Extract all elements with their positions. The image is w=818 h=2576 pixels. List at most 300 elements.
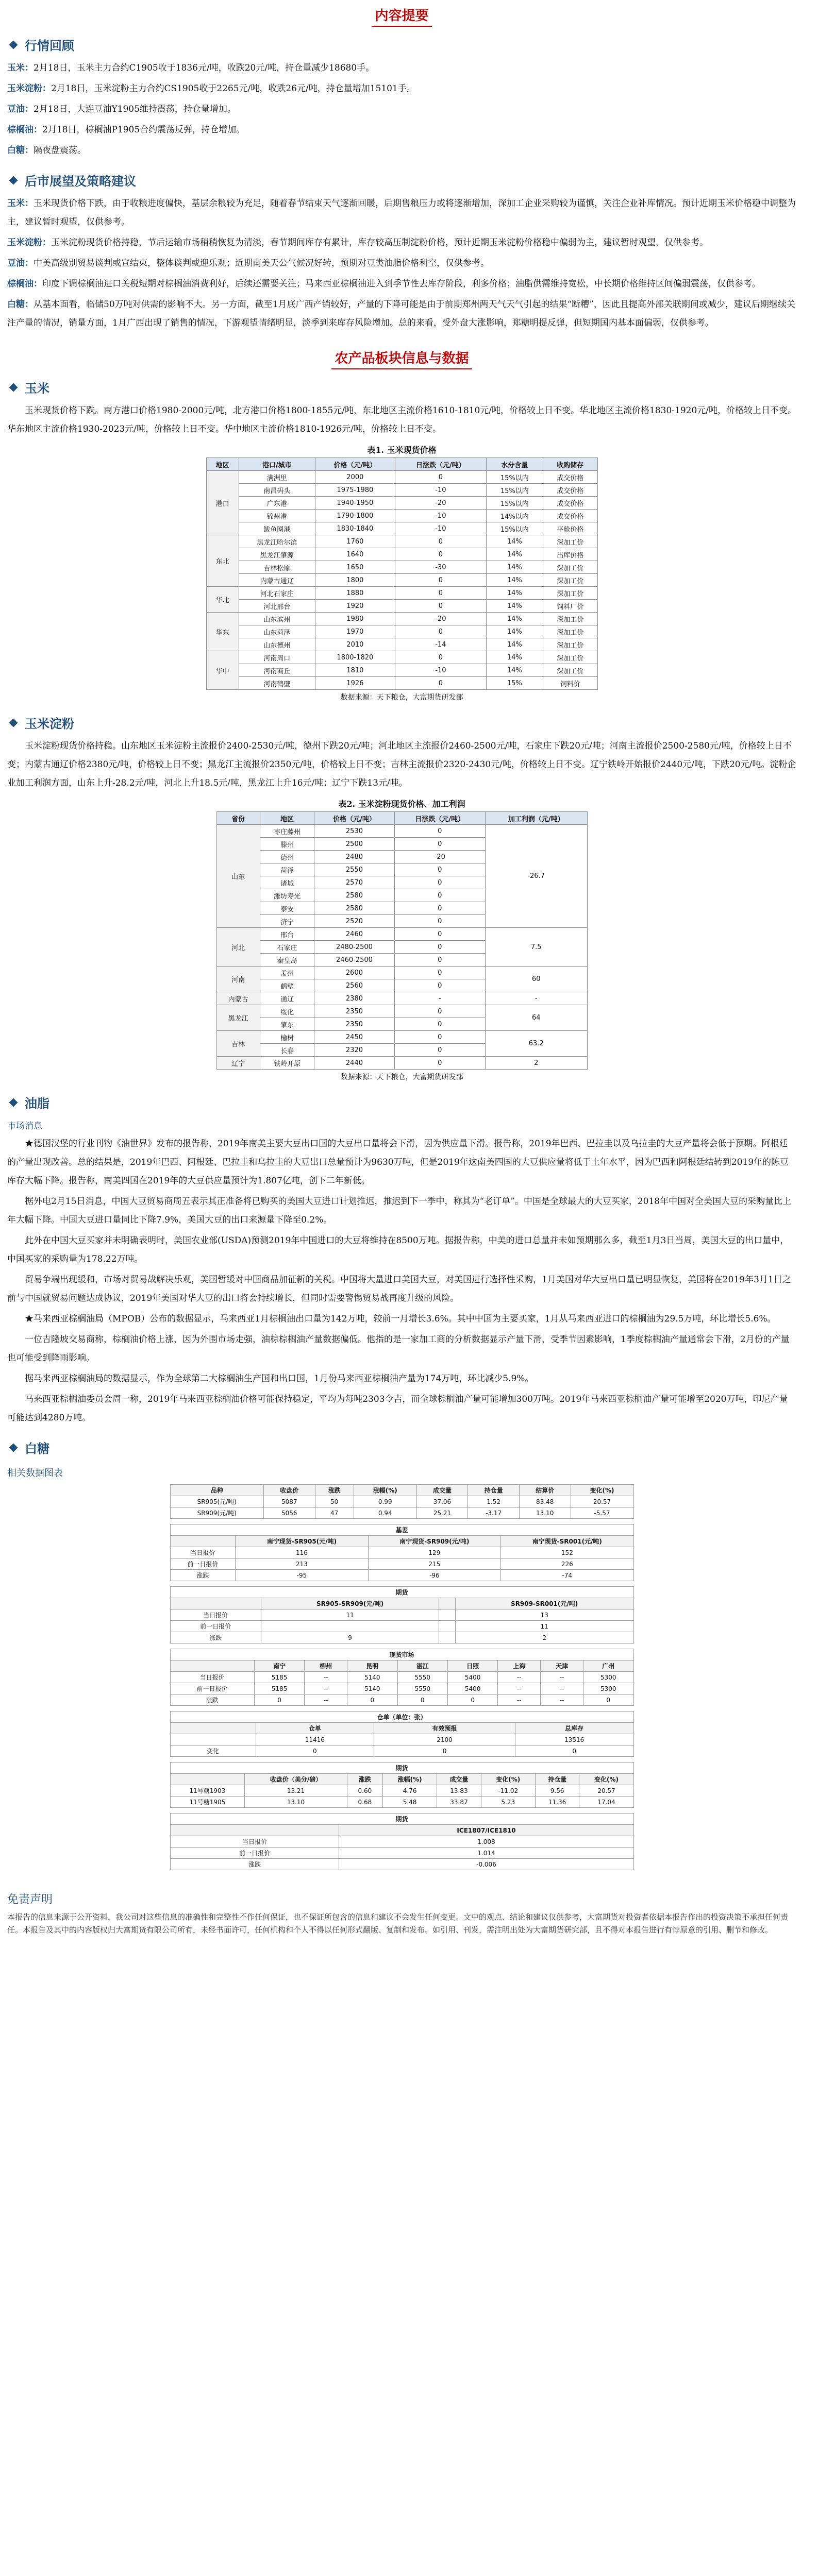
table-cell: 2480-2500 bbox=[314, 941, 394, 954]
diamond-bullet-icon bbox=[9, 1098, 18, 1107]
table-cell: 涨跌 bbox=[170, 1859, 339, 1870]
table-cell: 226 bbox=[501, 1558, 633, 1570]
table-cell: 2440 bbox=[314, 1057, 394, 1070]
table-cell: 14% bbox=[486, 574, 543, 587]
table-cell: -20 bbox=[395, 497, 487, 510]
table-cell: 深加工价 bbox=[543, 574, 597, 587]
table-caption-row bbox=[170, 1587, 633, 1598]
table-cell: -0.006 bbox=[339, 1859, 633, 1870]
table-cell: -10 bbox=[395, 664, 487, 677]
table-row bbox=[206, 587, 597, 600]
outlook-paragraph bbox=[7, 275, 796, 293]
market-review-paragraph bbox=[7, 59, 796, 77]
table-group-cell: 辽宁 bbox=[216, 1057, 260, 1070]
table-cell: -- bbox=[305, 1683, 347, 1694]
table-cell: 饲料厂价 bbox=[543, 600, 597, 613]
table-row bbox=[206, 471, 597, 484]
table-cell: 当日报价 bbox=[170, 1836, 339, 1848]
outlook-text: 玉米现货价格下跌，由于收粮进度偏快，基层余粮较为充足，随着春节结束天气逐渐回暖，后期售粮压力或将逐渐增加，深加工企业采购较为谨慎，关注企业补库情况。预计近期玉米价格稳中调整为主，建议暂时观望，仅供参考。 bbox=[7, 198, 796, 227]
table-cell: 铁岭开原 bbox=[260, 1057, 314, 1070]
table-header-cell: 涨跌 bbox=[347, 1774, 382, 1785]
table-cell: 0 bbox=[394, 1057, 485, 1070]
table-cell: 深加工价 bbox=[543, 625, 597, 638]
outlook-lead: 白糖： bbox=[7, 299, 34, 310]
table-row bbox=[170, 1797, 633, 1808]
table-header-cell: 收购储存 bbox=[543, 458, 597, 471]
table-cell: 5300 bbox=[583, 1672, 633, 1683]
table-caption-cell: 基差 bbox=[170, 1524, 633, 1536]
table-header-row bbox=[170, 1723, 633, 1734]
table-cell: -- bbox=[541, 1694, 583, 1706]
table-cell: 0 bbox=[394, 1018, 485, 1031]
oil-news-paragraph: 此外在中国大豆买家并未明确表明时，美国农业部(USDA)预测2019年中国进口的大豆将维持在8500万吨。据报告称，中美的进口总量并未如预期那么多，截至1月3日当周，美国大豆的出口量中，中国买家的采购量为178.22万吨。 bbox=[7, 1235, 789, 1264]
table-cell: 0 bbox=[254, 1694, 304, 1706]
table-cell: 37.06 bbox=[416, 1496, 468, 1507]
table-cell: 14% bbox=[486, 600, 543, 613]
table-row bbox=[170, 1785, 633, 1797]
table-cell: 0 bbox=[394, 863, 485, 876]
table-cell: 2560 bbox=[314, 979, 394, 992]
table-cell: 116 bbox=[236, 1547, 368, 1558]
table-cell: -20 bbox=[395, 613, 487, 625]
sugar-futures-table bbox=[170, 1484, 634, 1519]
table-row bbox=[206, 651, 597, 664]
outlook-lead: 豆油： bbox=[7, 258, 34, 268]
table-cell: 2460 bbox=[314, 928, 394, 941]
table-cell: 深加工价 bbox=[543, 613, 597, 625]
table-cell: 11416 bbox=[256, 1734, 374, 1745]
table-row bbox=[216, 825, 587, 838]
table-row bbox=[170, 1672, 633, 1683]
table-cell: 0 bbox=[347, 1694, 397, 1706]
market-review-text: 2月18日，玉米主力合约C1905收于1836元/吨，收跌20元/吨，持仓量减少18680手。 bbox=[34, 63, 375, 73]
table-cell: 1926 bbox=[315, 677, 395, 690]
table-row bbox=[170, 1496, 633, 1507]
table-cell bbox=[439, 1609, 455, 1621]
table-group-cell: 港口 bbox=[206, 471, 239, 535]
market-review-text: 隔夜盘震荡。 bbox=[34, 145, 86, 156]
table-cell: 14%以内 bbox=[486, 510, 543, 522]
table-cell: 15% bbox=[486, 677, 543, 690]
table-cell: 2 bbox=[486, 1057, 588, 1070]
table-cell: 0 bbox=[395, 651, 487, 664]
outlook-paragraph bbox=[7, 194, 796, 231]
table-header-cell: 南宁现货-SR909(元/吨) bbox=[368, 1536, 500, 1547]
table-cell: 0 bbox=[447, 1694, 497, 1706]
table-cell: 成交价格 bbox=[543, 497, 597, 510]
table-row bbox=[170, 1621, 633, 1632]
table-cell: 0 bbox=[395, 600, 487, 613]
table-cell: 2350 bbox=[314, 1005, 394, 1018]
table-cell: 20.57 bbox=[579, 1785, 633, 1797]
table-cell: SR909(元/吨) bbox=[170, 1507, 263, 1519]
table-cell: 黑龙江哈尔滨 bbox=[239, 535, 315, 548]
table-cell: 1920 bbox=[315, 600, 395, 613]
table-header-cell bbox=[170, 1825, 339, 1836]
table-cell: 前一日报价 bbox=[170, 1558, 236, 1570]
table-cell: 德州 bbox=[260, 851, 314, 863]
table-row bbox=[206, 613, 597, 625]
table-cell: 5400 bbox=[447, 1683, 497, 1694]
table-header-cell: 涨幅(%) bbox=[383, 1774, 437, 1785]
table-cell: -10 bbox=[395, 510, 487, 522]
table-cell: 5185 bbox=[254, 1672, 304, 1683]
table-cell: 2580 bbox=[314, 902, 394, 915]
table-cell: 2 bbox=[455, 1632, 633, 1643]
table-header-cell bbox=[170, 1774, 245, 1785]
table-cell: SR905(元/吨) bbox=[170, 1496, 263, 1507]
table-cell: 0 bbox=[374, 1745, 515, 1757]
outlook-text: 从基本面看，临储50万吨对供需的影响不大。另一方面，截至1月底广西产销较好，产量的下降可能是由于前期郑州两天气天气引起的结果“断糟”，因此且提高外部关联期间或减少，建议后期继续关注产量的情况，销量方面，1月广西出现了销售的情况，下游观望情绪明显，淡季到来库存风险增加。总的来看，受外盘大涨影响，郑糖明提反弹，但短期国内基本面偏弱，仅供参考。 bbox=[7, 299, 795, 328]
table-cell: 绥化 bbox=[260, 1005, 314, 1018]
table-cell: 平舱价格 bbox=[543, 522, 597, 535]
sugar-basis-table bbox=[170, 1524, 634, 1581]
table-header-cell: 上海 bbox=[498, 1660, 541, 1672]
oil-news-paragraph: 据马来西亚棕榈油局的数据显示，作为全球第二大棕榈油生产国和出口国，1月份马来西亚棕榈油产量为174万吨，环比减少5.9%。 bbox=[25, 1374, 534, 1384]
table-cell: 0.60 bbox=[347, 1785, 382, 1797]
table-cell: - bbox=[394, 992, 485, 1005]
table-header-row bbox=[206, 458, 597, 471]
table-cell: -- bbox=[541, 1672, 583, 1683]
table-cell: 0 bbox=[394, 1005, 485, 1018]
market-review-lead: 棕榈油： bbox=[7, 125, 42, 135]
table-cell: 滕州 bbox=[260, 838, 314, 851]
table-header-cell: 价格（元/吨） bbox=[315, 458, 395, 471]
table-row bbox=[206, 574, 597, 587]
table-cell: 出库价格 bbox=[543, 548, 597, 561]
table-row bbox=[216, 1057, 587, 1070]
disclaimer-text: 本报告的信息来源于公开资料，我公司对这些信息的准确性和完整性不作任何保证，也不保证所包含的信息和建议不会发生任何变更。文中的观点、结论和建议仅供参考，大富期货对投资者依据本报告作出的投资决策不承担任何责任。本报告及其中的内容版权归大富期货有限公司所有，未经书面许可，任何机构和个人不得以任何形式翻版、复制和发布。如引用、刊发，需注明出处为大富期货研究部，且不得对本报告进行有悖原意的引用、删节和修改。 bbox=[7, 1912, 789, 1935]
table-row bbox=[206, 510, 597, 522]
table-cell: -20 bbox=[394, 851, 485, 863]
table-caption-row bbox=[170, 1814, 633, 1825]
table-cell: 13516 bbox=[515, 1734, 633, 1745]
table-cell: 通辽 bbox=[260, 992, 314, 1005]
table-cell: 14% bbox=[486, 664, 543, 677]
table-cell: 黑龙江肇源 bbox=[239, 548, 315, 561]
table-cell: 涨跌 bbox=[170, 1632, 261, 1643]
oil-heading: 油脂 bbox=[7, 1093, 796, 1111]
table-group-cell: 华北 bbox=[206, 587, 239, 613]
table-cell: 5140 bbox=[347, 1683, 397, 1694]
table-cell: 0 bbox=[256, 1745, 374, 1757]
market-review-paragraph bbox=[7, 121, 796, 139]
table-cell: -26.7 bbox=[486, 825, 588, 928]
table-cell: 0 bbox=[394, 889, 485, 902]
table-caption-row bbox=[170, 1524, 633, 1536]
table-cell: 孟州 bbox=[260, 967, 314, 979]
table-cell: 2350 bbox=[314, 1018, 394, 1031]
table-header-cell: 价格（元/吨） bbox=[314, 812, 394, 825]
table-cell: 0.94 bbox=[354, 1507, 416, 1519]
table-caption-row bbox=[170, 1711, 633, 1723]
table-cell: 潍坊寿光 bbox=[260, 889, 314, 902]
table-cell: 1790-1800 bbox=[315, 510, 395, 522]
table-cell: -10 bbox=[395, 522, 487, 535]
table-cell: 83.48 bbox=[519, 1496, 571, 1507]
table-header-cell: 总库存 bbox=[515, 1723, 633, 1734]
market-review-text: 2月18日，大连豆油Y1905维持震荡，持仓量增加。 bbox=[34, 104, 236, 114]
table-cell: 13.21 bbox=[245, 1785, 347, 1797]
table-row bbox=[216, 1005, 587, 1018]
table-cell: 2530 bbox=[314, 825, 394, 838]
table-cell: -- bbox=[498, 1672, 541, 1683]
table-header-row bbox=[170, 1660, 633, 1672]
table-cell bbox=[439, 1621, 455, 1632]
table-cell: 0 bbox=[394, 825, 485, 838]
table-header-cell: 港口/城市 bbox=[239, 458, 315, 471]
agri-section-title: 农产品板块信息与数据 bbox=[7, 348, 796, 367]
table-header-cell: 持仓量 bbox=[535, 1774, 579, 1785]
table-cell: 深加工价 bbox=[543, 535, 597, 548]
table-cell: 深加工价 bbox=[543, 638, 597, 651]
market-review-paragraph bbox=[7, 79, 796, 98]
table-cell: 2320 bbox=[314, 1044, 394, 1057]
table-cell: 河南商丘 bbox=[239, 664, 315, 677]
table-cell: 5140 bbox=[347, 1672, 397, 1683]
diamond-bullet-icon bbox=[9, 1443, 18, 1452]
outlook-paragraph bbox=[7, 295, 796, 332]
table-cell: 5.23 bbox=[481, 1797, 535, 1808]
table-cell: 1970 bbox=[315, 625, 395, 638]
table-cell: 14% bbox=[486, 587, 543, 600]
table-header-cell: 昆明 bbox=[347, 1660, 397, 1672]
diamond-bullet-icon bbox=[9, 718, 18, 727]
table-group-cell: 华东 bbox=[206, 613, 239, 651]
table-cell: 0 bbox=[394, 876, 485, 889]
table-header-cell: SR905-SR909(元/吨) bbox=[261, 1598, 439, 1609]
table-cell: 5087 bbox=[263, 1496, 315, 1507]
table-header-cell: 有效预报 bbox=[374, 1723, 515, 1734]
table-cell: -- bbox=[305, 1672, 347, 1683]
disclaimer-title: 免责声明 bbox=[7, 1893, 53, 1906]
table-cell: 当日报价 bbox=[170, 1547, 236, 1558]
table-group-cell: 山东 bbox=[216, 825, 260, 928]
table-caption-cell: 现货市场 bbox=[170, 1649, 633, 1660]
table-header-row bbox=[170, 1485, 633, 1496]
table-header-cell: 水分含量 bbox=[486, 458, 543, 471]
table-cell: 泰安 bbox=[260, 902, 314, 915]
oil-news-paragraph: 据外电2月15日消息，中国大豆贸易商周五表示其正准备将已购买的美国大豆进口计划推迟，推迟到下一季中，称其为“老订单”。中国是全球最大的大豆买家，2018年中国对全美国大豆的采购量比上年大幅下降。中国大豆进口量同比下降7.9%，美国大豆的出口来源量下降至0.2%。 bbox=[7, 1196, 792, 1225]
outlook-text: 印度下调棕榈油进口关税短期对棕榈油消费利好，后续还需要关注；马来西亚棕榈油进入到季节性去库存阶段，利多价格；油脂供需维持宽松，中长期价格维持区间偏弱震荡，仅供参考。 bbox=[42, 279, 761, 289]
table-header-cell: 变化(%) bbox=[481, 1774, 535, 1785]
ice-ratio-table bbox=[170, 1813, 634, 1870]
table-row bbox=[206, 522, 597, 535]
table-cell: 2000 bbox=[315, 471, 395, 484]
table-row bbox=[206, 625, 597, 638]
table-cell: 0 bbox=[397, 1694, 447, 1706]
table-cell: 1975-1980 bbox=[315, 484, 395, 497]
table-cell: 1.014 bbox=[339, 1848, 633, 1859]
table-group-cell: 内蒙古 bbox=[216, 992, 260, 1005]
table-cell: 0 bbox=[395, 677, 487, 690]
oil-news-paragraph: ★德国汉堡的行业刊物《油世界》发布的报告称，2019年南美主要大豆出口国的大豆出口量将会下滑，因为供应量下滑。报告称，2019年巴西、巴拉圭以及乌拉圭的大豆产量将会低于预期。阿根廷的产量出现改善。总的结果是，2019年巴西、阿根廷、巴拉圭和乌拉圭的大豆出口总量预计为9630万吨，但是2019年这南美四国的大豆供应量将低于上年水平，因为巴西和阿根廷结转到2019年的陈豆库存大幅下降。报告称，南美四国在2019年的大豆供应量预计为1.807亿吨，创下二年新低。 bbox=[7, 1139, 789, 1186]
market-review-paragraph bbox=[7, 100, 796, 118]
table-header-row bbox=[216, 812, 587, 825]
table-row bbox=[170, 1558, 633, 1570]
table-cell: 25.21 bbox=[416, 1507, 468, 1519]
table-row bbox=[170, 1570, 633, 1581]
table-cell: 15%以内 bbox=[486, 497, 543, 510]
table-cell: -10 bbox=[395, 484, 487, 497]
table-header-cell: 广州 bbox=[583, 1660, 633, 1672]
table-cell: 0 bbox=[394, 915, 485, 928]
table-cell: -- bbox=[498, 1694, 541, 1706]
table-header-cell: 日照 bbox=[447, 1660, 497, 1672]
table-cell: 2580 bbox=[314, 889, 394, 902]
table-cell: 0 bbox=[395, 548, 487, 561]
table-row bbox=[216, 928, 587, 941]
table-cell: 15%以内 bbox=[486, 484, 543, 497]
market-review-lead: 白糖： bbox=[7, 145, 34, 156]
table-cell: 满洲里 bbox=[239, 471, 315, 484]
table-header-cell: 南宁现货-SR001(元/吨) bbox=[501, 1536, 633, 1547]
table-cell: 14% bbox=[486, 638, 543, 651]
outlook-text: 玉米淀粉现货价格持稳，节后运输市场稍稍恢复为清淡，春节期间库存有累计，库存较高压制淀粉价格，预计近期玉米淀粉价格稳中偏弱为主，建议暂时观望，仅供参考。 bbox=[51, 238, 708, 248]
table-cell: 2100 bbox=[374, 1734, 515, 1745]
table-header-cell: 涨幅(%) bbox=[354, 1485, 416, 1496]
table-row bbox=[170, 1848, 633, 1859]
table-cell: 0 bbox=[394, 979, 485, 992]
sugar-spot-table bbox=[170, 1649, 634, 1706]
table-cell: 11 bbox=[455, 1621, 633, 1632]
table-cell: 0 bbox=[394, 838, 485, 851]
table-group-cell: 东北 bbox=[206, 535, 239, 587]
table-row bbox=[216, 1031, 587, 1044]
table-cell: 2550 bbox=[314, 863, 394, 876]
summary-title: 内容提要 bbox=[7, 5, 796, 24]
table-cell: 山东菏泽 bbox=[239, 625, 315, 638]
table-cell: 1.008 bbox=[339, 1836, 633, 1848]
outlook-paragraph bbox=[7, 233, 796, 252]
table-cell: 1.52 bbox=[468, 1496, 520, 1507]
table-cell bbox=[439, 1632, 455, 1643]
table-header-cell: 南宁现货-SR905(元/吨) bbox=[236, 1536, 368, 1547]
table-cell: 11号糖1903 bbox=[170, 1785, 245, 1797]
table-cell: 深加工价 bbox=[543, 651, 597, 664]
table-cell: 9.56 bbox=[535, 1785, 579, 1797]
table-group-cell: 吉林 bbox=[216, 1031, 260, 1057]
oil-news-paragraph: 马来西亚棕榈油委员会周一称，2019年马来西亚棕榈油价格可能保持稳定，平均为每吨2303令吉，而全球棕榈油产量可能增加300万吨。2019年马来西亚棕榈油产量可能增至2020万吨，印尼产量可能达到4280万吨。 bbox=[7, 1394, 788, 1423]
table-cell: 50 bbox=[315, 1496, 354, 1507]
table-cell: 菏泽 bbox=[260, 863, 314, 876]
table-group-cell: 华中 bbox=[206, 651, 239, 690]
table-cell: 吉林松原 bbox=[239, 561, 315, 574]
table-cell: 13 bbox=[455, 1609, 633, 1621]
table-cell: 0 bbox=[394, 902, 485, 915]
market-review-list bbox=[7, 59, 796, 160]
table-header-row bbox=[170, 1825, 633, 1836]
table-cell: 1980 bbox=[315, 613, 395, 625]
table-cell: 15%以内 bbox=[486, 471, 543, 484]
table-cell: 13.10 bbox=[245, 1797, 347, 1808]
table-header-cell: 成交量 bbox=[416, 1485, 468, 1496]
table-cell: 0 bbox=[394, 1044, 485, 1057]
table-cell: 152 bbox=[501, 1547, 633, 1558]
market-review-lead: 豆油： bbox=[7, 104, 34, 114]
table-group-cell: 河南 bbox=[216, 967, 260, 992]
table-cell: 5056 bbox=[263, 1507, 315, 1519]
table-cell: 11 bbox=[261, 1609, 439, 1621]
table-cell: 64 bbox=[486, 1005, 588, 1031]
oil-news-paragraph: 贸易争端出现缓和，市场对贸易战解决乐观，美国暂缓对中国商品加征新的关税。中国将大量进口美国大豆，对美国进行选择性采购，1月美国对华大豆出口量已明显恢复，美国将在2019年3月1日之前与中国就贸易问题达成协议，2019年美国对华大豆的出口将会持续增长，但同时需要警惕贸易战再度升级的风险。 bbox=[7, 1275, 791, 1303]
table-caption-cell: 期货 bbox=[170, 1762, 633, 1774]
table1-caption: 表1. 玉米现货价格 bbox=[367, 445, 437, 455]
table-cell: 0 bbox=[394, 967, 485, 979]
table-cell: 17.04 bbox=[579, 1797, 633, 1808]
table-cell: 肇东 bbox=[260, 1018, 314, 1031]
table-caption-cell: 期货 bbox=[170, 1814, 633, 1825]
table-cell: 2010 bbox=[315, 638, 395, 651]
table-cell: 山东滨州 bbox=[239, 613, 315, 625]
table-row bbox=[170, 1745, 633, 1757]
outlook-list bbox=[7, 194, 796, 332]
table-header-cell: 变化(%) bbox=[571, 1485, 633, 1496]
table-header-row bbox=[170, 1598, 633, 1609]
table-cell: 饲料价 bbox=[543, 677, 597, 690]
table-cell: 14% bbox=[486, 535, 543, 548]
table-cell: -- bbox=[305, 1694, 347, 1706]
table-cell: 当日报价 bbox=[170, 1609, 261, 1621]
table-cell: 2480 bbox=[314, 851, 394, 863]
market-review-heading: 行情回顾 bbox=[7, 36, 796, 54]
table-cell: 9 bbox=[261, 1632, 439, 1643]
table-cell: 0 bbox=[395, 535, 487, 548]
table-cell: 2450 bbox=[314, 1031, 394, 1044]
table-cell bbox=[170, 1734, 256, 1745]
table-header-cell: 加工利润（元/吨） bbox=[486, 812, 588, 825]
table-cell: 0 bbox=[394, 954, 485, 967]
table-cell: 2520 bbox=[314, 915, 394, 928]
table-cell: 33.87 bbox=[437, 1797, 481, 1808]
oil-news-paragraph: 一位吉隆坡交易商称，棕榈油价格上涨，因为外围市场走强，油棕棕榈油产量数据偏低。他指的是一家加工商的分析数据显示产量下滑，受季节因素影响，1季度棕榈油产量通常会下滑，2月份的产量也可能受到降雨影响。 bbox=[7, 1334, 790, 1363]
table-header-cell: 持仓量 bbox=[468, 1485, 520, 1496]
table-header-cell: 日涨跌（元/吨） bbox=[395, 458, 487, 471]
table-header-cell bbox=[170, 1723, 256, 1734]
corn-price-table bbox=[206, 457, 598, 690]
table-cell: 1800 bbox=[315, 574, 395, 587]
table-cell: 前一日报价 bbox=[170, 1848, 339, 1859]
table-cell: 河北石家庄 bbox=[239, 587, 315, 600]
table-cell: 7.5 bbox=[486, 928, 588, 967]
table-header-cell: 涨跌 bbox=[315, 1485, 354, 1496]
table-header-cell: 收盘价 bbox=[263, 1485, 315, 1496]
table-cell: 成交价格 bbox=[543, 484, 597, 497]
corn-paragraph: 玉米现货价格下跌。南方港口价格1980-2000元/吨，北方港口价格1800-1855元/吨，东北地区主流价格1610-1810元/吨，价格较上日不变。华北地区主流价格1830-1920元/吨，价格较上日不变。华东地区主流价格1930-2023元/吨，价格较上日不变。华中地区主流价格1810-1926元/吨，价格较上日不变。 bbox=[7, 405, 796, 434]
table-cell: -11.02 bbox=[481, 1785, 535, 1797]
table-cell: 深加工价 bbox=[543, 587, 597, 600]
table-row bbox=[216, 992, 587, 1005]
table-cell: 0.68 bbox=[347, 1797, 382, 1808]
table-row bbox=[170, 1859, 633, 1870]
table-cell: 长春 bbox=[260, 1044, 314, 1057]
table-caption-cell: 仓单（单位：张） bbox=[170, 1711, 633, 1723]
table-cell: 0 bbox=[395, 471, 487, 484]
table-cell: 5550 bbox=[397, 1672, 447, 1683]
ice-sugar-table bbox=[170, 1762, 634, 1808]
diamond-bullet-icon bbox=[9, 383, 18, 392]
table-header-cell: 成交量 bbox=[437, 1774, 481, 1785]
table-cell: 0 bbox=[394, 928, 485, 941]
table-cell: 0 bbox=[395, 587, 487, 600]
starch-paragraph: 玉米淀粉现货价格持稳。山东地区玉米淀粉主流报价2400-2530元/吨，德州下跌20元/吨；河北地区主流报价2460-2500元/吨，石家庄下跌20元/吨；河南主流报价2500-2580元/吨，价格较上日不变；内蒙古通辽价格2380元/吨，价格较上日不变；黑龙江主流报价2350元/吨，价格较上日不变；吉林主流报价2320-2430元/吨，价格较上日不变。辽宁铁岭开始报价2440元/吨，下跌20元/吨。淀粉企业加工利润方面，山东上升-28.2元/吨，河北上升18.5元/吨，黑龙江上升16元/吨；辽宁下跌13元/吨。 bbox=[7, 741, 796, 788]
outlook-lead: 玉米： bbox=[7, 198, 34, 209]
table-cell: 2600 bbox=[314, 967, 394, 979]
table-header-cell: 地区 bbox=[260, 812, 314, 825]
table-header-cell: 天津 bbox=[541, 1660, 583, 1672]
market-review-lead: 玉米淀粉： bbox=[7, 83, 51, 94]
table-header-cell: 结算价 bbox=[519, 1485, 571, 1496]
